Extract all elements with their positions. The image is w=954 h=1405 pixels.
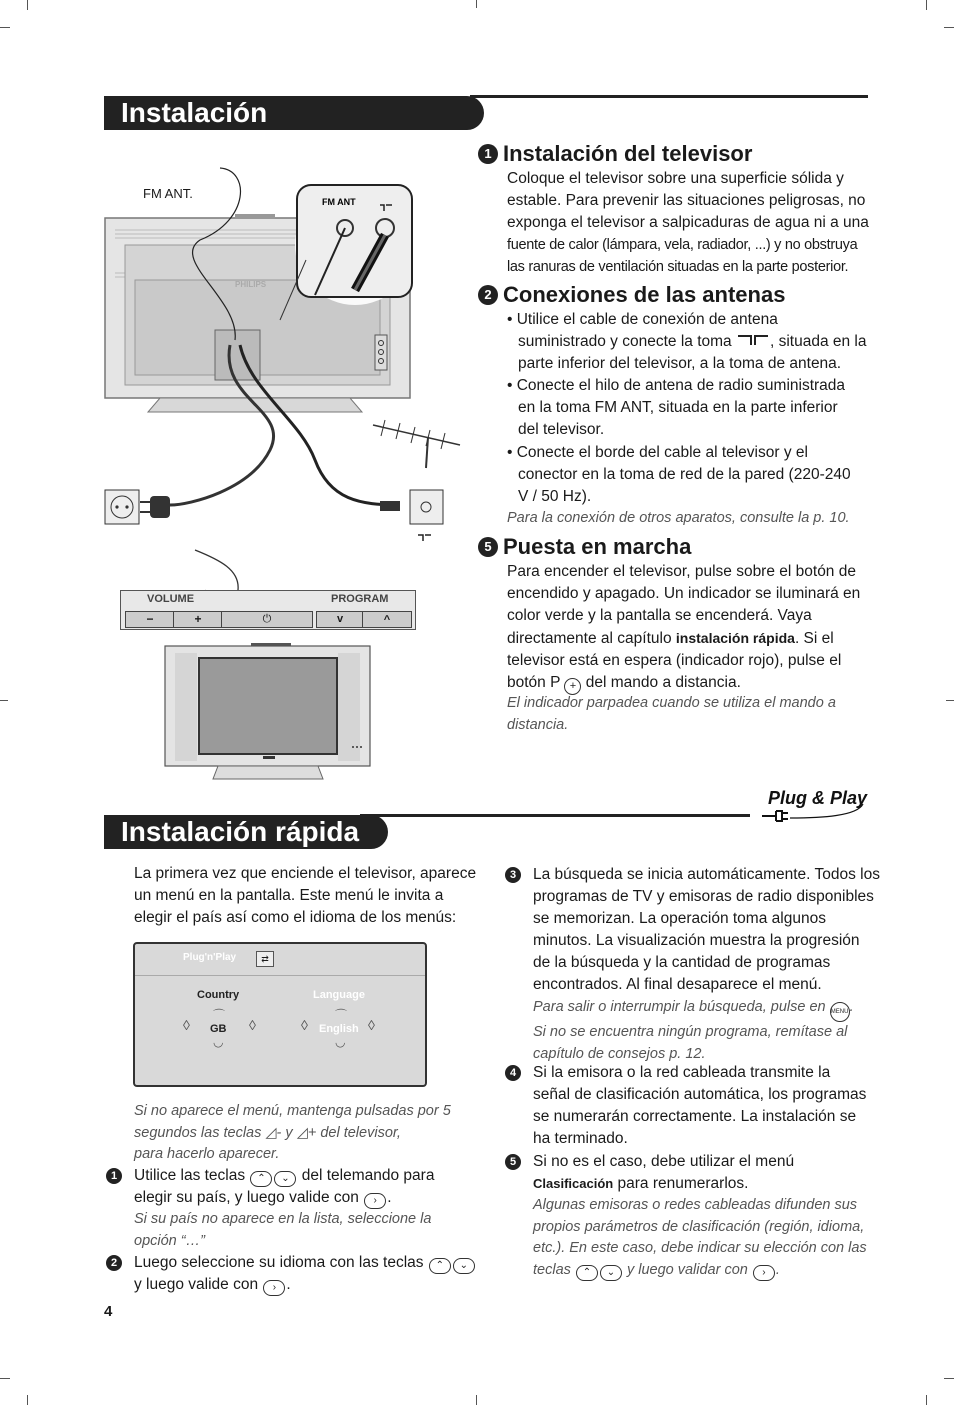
up-key-icon: ⌃ — [250, 1171, 272, 1187]
crop-mark — [944, 27, 954, 28]
down-key-icon: ⌄ — [600, 1265, 622, 1281]
down-key-icon: ⌄ — [453, 1258, 475, 1274]
step-5-text — [533, 1151, 794, 1195]
fm-ant-label: FM ANT. — [143, 186, 193, 201]
wall-socket — [105, 490, 139, 524]
antenna-bullet-1 — [507, 309, 866, 375]
program-up-button[interactable]: ^ — [362, 611, 412, 628]
plug-icon — [762, 804, 866, 824]
program-label: PROGRAM — [331, 593, 389, 605]
text-line: Si la emisora o la red cableada transmite la — [533, 1064, 831, 1081]
crop-mark — [0, 700, 8, 701]
text-line: etc.). En este caso, debe indicar su elección con las — [533, 1240, 867, 1256]
heading-switching-on — [478, 534, 691, 560]
page-number: 4 — [104, 1303, 113, 1320]
step-4-text — [533, 1062, 866, 1150]
antenna-bullet-2 — [507, 375, 845, 441]
step-number-5: 5 — [478, 537, 498, 557]
down-key-icon: ⌄ — [274, 1171, 296, 1187]
text-span: segundos las teclas — [134, 1124, 262, 1141]
text-span: Utilice las teclas — [134, 1167, 246, 1184]
crop-mark — [476, 0, 477, 8]
country-up-arrow-icon[interactable]: ⌒ — [213, 1008, 226, 1022]
right-key-icon: › — [753, 1265, 775, 1281]
section-title-installation: Instalación — [104, 96, 484, 130]
language-up-arrow-icon[interactable]: ⌒ — [335, 1008, 348, 1022]
plug-and-play-logo: Plug & Play — [768, 788, 868, 808]
text-line — [134, 1187, 434, 1209]
text-line — [507, 627, 860, 650]
text-line: se numerarán correctamente. La instalación se — [533, 1108, 857, 1125]
step-3-text — [533, 864, 880, 996]
text-line: capítulo de consejos p. 12. — [533, 1045, 706, 1062]
text-line: un menú en la pantalla. Este menú le invita a — [134, 887, 444, 904]
quick-install-reference: instalación rápida — [675, 630, 795, 646]
language-right-arrow-icon[interactable]: ◊ — [368, 1017, 375, 1033]
text-line: La primera vez que enciende el televisor, aparece — [134, 865, 477, 882]
text-line: de la búsqueda y la cantidad de programas — [533, 954, 831, 971]
text-line: estable. Para prevenir las situaciones peligrosas, no — [507, 192, 866, 209]
text-span: + del televisor, — [307, 1124, 401, 1141]
section-rule — [360, 814, 750, 817]
tv-front-illustration — [163, 643, 373, 783]
quick-install-intro — [134, 863, 476, 929]
text-line — [533, 1260, 867, 1282]
text-span: directamente al capítulo — [507, 630, 672, 647]
text-line: • Utilice el cable de conexión de antena — [507, 311, 778, 328]
heading-text: Instalación del televisor — [503, 141, 753, 166]
up-key-icon: ⌃ — [429, 1258, 451, 1274]
text-line: Si no aparece el menú, mantenga pulsadas por 5 — [134, 1103, 451, 1119]
tv-connection-illustration — [100, 150, 470, 550]
antenna-wall-socket — [410, 490, 443, 524]
country-left-arrow-icon[interactable]: ◊ — [183, 1017, 190, 1033]
text-line: propios parámetros de clasificación (región, idioma, — [533, 1218, 865, 1235]
text-line — [134, 1123, 451, 1145]
text-line: Algunas emisoras o redes cableadas difunden sus — [533, 1197, 858, 1213]
text-line: señal de clasificación automática, los programas — [533, 1086, 867, 1103]
text-line — [134, 1165, 434, 1187]
step-5-note — [533, 1195, 867, 1281]
step-number-2: 2 — [478, 285, 498, 305]
text-line: programas de TV y emisoras de radio disponibles — [533, 888, 874, 905]
text-line — [507, 331, 866, 353]
heading-text: Puesta en marcha — [503, 534, 692, 559]
text-line: • Conecte el hilo de antena de radio suministrada — [507, 377, 846, 394]
step-number-1: 1 — [106, 1168, 122, 1184]
step-number-1: 1 — [478, 144, 498, 164]
text-line: • Conecte el borde del cable al televisor y el — [507, 444, 808, 461]
section-title-quick-install: Instalación rápida — [104, 815, 388, 849]
text-span: . Si el — [794, 630, 834, 647]
text-line: para hacerlo aparecer. — [134, 1146, 280, 1162]
step-1-text — [134, 1165, 434, 1209]
language-left-arrow-icon[interactable]: ◊ — [301, 1017, 308, 1033]
volume-key-icon: ◿ — [296, 1124, 308, 1141]
step-number-4: 4 — [505, 1065, 521, 1081]
text-span: elegir su país, y luego valide con — [134, 1189, 359, 1206]
menu-divider — [135, 975, 425, 976]
text-span: del telemando para — [301, 1167, 435, 1184]
text-span: botón P — [507, 674, 561, 691]
text-line — [533, 1173, 794, 1195]
step-number-2: 2 — [106, 1255, 122, 1271]
text-line: encendido y apagado. Un indicador se iluminará en — [507, 585, 861, 602]
text-line: distancia. — [507, 716, 569, 733]
text-line — [533, 997, 854, 1022]
text-line: televisor está en espera (indicador rojo), pulse el — [507, 652, 842, 669]
volume-up-button[interactable]: + — [173, 611, 223, 628]
text-line: ha terminado. — [533, 1130, 628, 1147]
text-span: suministrado y conecte la toma — [518, 333, 732, 350]
crop-mark — [946, 700, 954, 701]
tv-installation-paragraph — [507, 168, 869, 278]
text-line: Si no se encuentra ningún programa, remítase al — [533, 1024, 848, 1040]
right-key-icon: › — [364, 1193, 386, 1209]
sort-menu-reference: Clasificación — [533, 1176, 614, 1191]
text-span: . — [849, 999, 854, 1015]
text-span: del mando a distancia. — [585, 674, 741, 691]
text-line: Si no es el caso, debe utilizar el menú — [533, 1153, 795, 1170]
power-icon: ⏻ — [262, 613, 272, 625]
text-line: exponga el televisor a salpicaduras de agua ni a una — [507, 214, 869, 231]
text-line: conector en la toma de red de la pared (220-240 — [518, 466, 851, 483]
text-line: V / 50 Hz). — [518, 488, 592, 505]
text-line: elegir el país así como el idioma de los menús: — [134, 909, 457, 926]
section-rule — [470, 95, 868, 98]
plug-n-play-menu — [133, 942, 427, 1087]
crop-mark — [27, 0, 28, 10]
text-span: y luego validar con — [626, 1261, 748, 1278]
text-span: . — [286, 1276, 291, 1293]
text-line: fuente de calor (lámpara, vela, radiador, ...) y no obstruya — [507, 237, 858, 253]
crop-mark — [0, 27, 10, 28]
power-button[interactable] — [221, 611, 313, 628]
program-down-button[interactable]: v — [316, 611, 364, 628]
text-line: Coloque el televisor sobre una superficie sólida y — [507, 170, 844, 187]
right-key-icon: › — [263, 1280, 285, 1296]
heading-tv-installation — [478, 141, 752, 167]
antenna-note: Para la conexión de otros aparatos, consulte la p. 10. — [507, 510, 850, 526]
text-span: y luego valide con — [134, 1276, 259, 1293]
text-line: se memorizan. La operación toma algunos — [533, 910, 826, 927]
crop-mark — [926, 1395, 927, 1405]
language-label: Language — [313, 989, 365, 1001]
step-number-5: 5 — [505, 1154, 521, 1170]
heading-text: Conexiones de las antenas — [503, 282, 786, 307]
text-line: Si su país no aparece en la lista, seleccione la — [134, 1211, 432, 1227]
text-line: las ranuras de ventilación situadas en la parte posterior. — [507, 259, 849, 275]
brand-label: PHILIPS — [235, 280, 267, 289]
tv-control-panel — [120, 590, 416, 630]
text-line — [507, 672, 860, 695]
text-span: , situada en la — [769, 333, 867, 350]
step-2-text — [134, 1252, 476, 1296]
step-number-3: 3 — [505, 867, 521, 883]
text-span: . — [775, 1261, 780, 1278]
text-line: encontrados. Al final desaparece el menú. — [533, 976, 822, 993]
switching-on-paragraph — [507, 561, 860, 695]
antenna-bullet-3 — [507, 442, 851, 508]
text-line: La búsqueda se inicia automáticamente. Todos los — [533, 866, 880, 883]
crop-mark — [926, 0, 927, 10]
text-line: minutos. La visualización muestra la progresión — [533, 932, 860, 949]
text-line: parte inferior del televisor, a la toma de antena. — [518, 355, 842, 372]
crop-mark — [944, 1378, 954, 1379]
heading-antenna-connections — [478, 282, 785, 308]
text-line: opción “…” — [134, 1232, 205, 1249]
crop-mark — [476, 1395, 477, 1405]
menu-not-shown-note — [134, 1101, 451, 1166]
step-3-note — [533, 997, 854, 1065]
menu-title: Plug'n'Play — [183, 952, 237, 963]
language-value[interactable]: English — [319, 1023, 359, 1035]
menu-key-icon: MENU — [830, 1002, 850, 1022]
country-label: Country — [197, 989, 240, 1001]
plug-icon: ⇄ — [256, 951, 274, 967]
country-down-arrow-icon[interactable]: ◡ — [213, 1035, 224, 1049]
text-line — [134, 1274, 476, 1296]
volume-down-button[interactable]: − — [125, 611, 175, 628]
country-value[interactable]: GB — [210, 1023, 227, 1035]
program-plus-key-icon: + — [564, 678, 581, 695]
text-span: teclas — [533, 1261, 571, 1278]
text-line — [134, 1252, 476, 1274]
text-span: Para salir o interrumpir la búsqueda, pulse en — [533, 999, 826, 1015]
text-span: para renumerarlos. — [613, 1175, 749, 1192]
text-line: Para encender el televisor, pulse sobre el botón de — [507, 563, 856, 580]
up-key-icon: ⌃ — [576, 1265, 598, 1281]
volume-label: VOLUME — [147, 593, 195, 605]
antenna-socket-icon — [736, 333, 770, 347]
country-right-arrow-icon[interactable]: ◊ — [249, 1017, 256, 1033]
crop-mark — [27, 1395, 28, 1405]
step-1-note — [134, 1209, 431, 1252]
text-span: . — [387, 1189, 392, 1206]
volume-key-icon: ◿ — [265, 1124, 277, 1141]
indicator-note — [507, 693, 836, 736]
fm-ant-small-label: FM ANT — [322, 197, 356, 207]
text-span: Luego seleccione su idioma con las teclas — [134, 1254, 424, 1271]
text-line: del televisor. — [518, 421, 605, 438]
text-line: color verde y la pantalla se encenderá. Vaya — [507, 607, 812, 624]
text-line: en la toma FM ANT, situada en la parte inferior — [518, 399, 838, 416]
language-down-arrow-icon[interactable]: ◡ — [335, 1035, 346, 1049]
crop-mark — [0, 1378, 10, 1379]
text-span: - y — [276, 1124, 293, 1141]
text-line: El indicador parpadea cuando se utiliza el mando a — [507, 695, 836, 711]
